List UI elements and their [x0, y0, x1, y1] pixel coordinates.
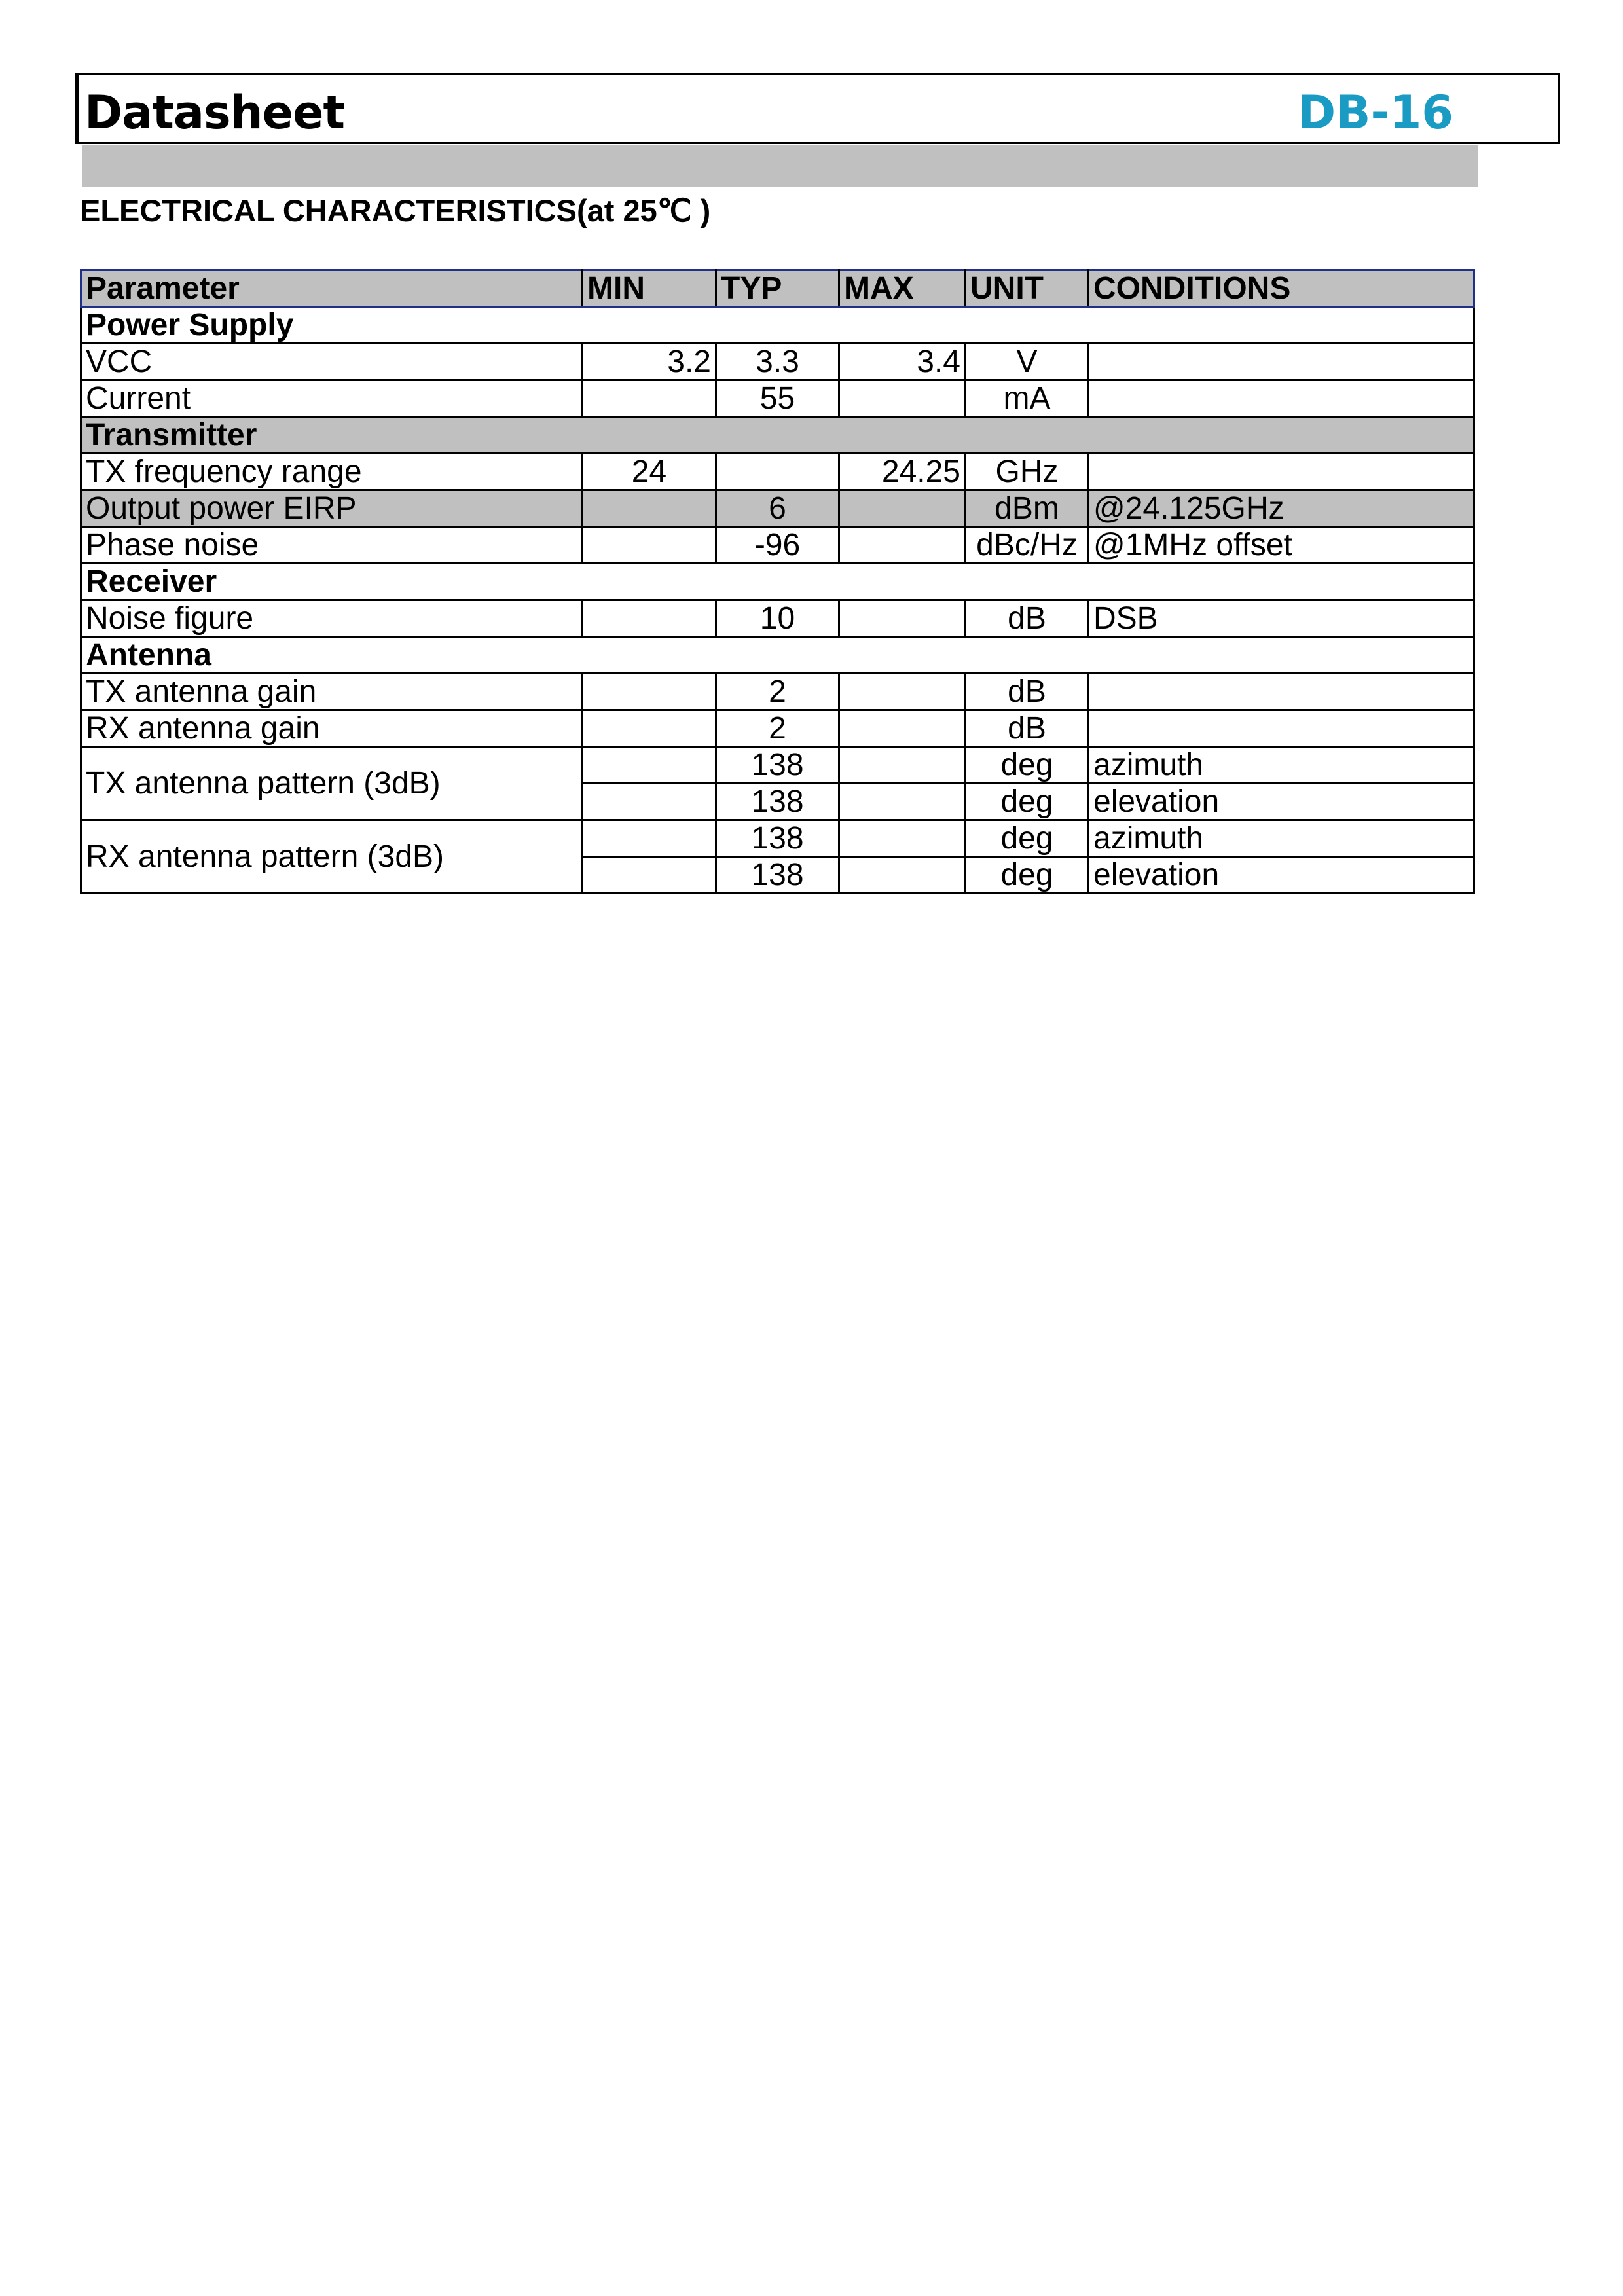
param-cell: Current — [81, 380, 583, 417]
max-cell — [839, 490, 966, 527]
column-header-unit: UNIT — [966, 270, 1089, 307]
column-header-max: MAX — [839, 270, 966, 307]
param-cell: Noise figure — [81, 600, 583, 637]
section-label: Power Supply — [81, 307, 1474, 344]
min-cell — [583, 600, 716, 637]
typ-cell: -96 — [716, 527, 839, 564]
min-cell — [583, 674, 716, 710]
conditions-cell: elevation — [1089, 784, 1474, 820]
unit-cell: GHz — [966, 454, 1089, 490]
min-cell — [583, 820, 716, 857]
section-row-transmitter — [81, 417, 1474, 454]
column-header-conditions: CONDITIONS — [1089, 270, 1474, 307]
param-cell: TX antenna gain — [81, 674, 583, 710]
typ-cell: 3.3 — [716, 344, 839, 380]
table-row — [81, 380, 1474, 417]
min-cell — [583, 857, 716, 894]
typ-cell: 55 — [716, 380, 839, 417]
unit-cell: mA — [966, 380, 1089, 417]
column-header-min: MIN — [583, 270, 716, 307]
table-row — [81, 710, 1474, 747]
document-title: Datasheet — [84, 86, 344, 139]
conditions-cell: elevation — [1089, 857, 1474, 894]
conditions-cell — [1089, 454, 1474, 490]
typ-cell: 2 — [716, 674, 839, 710]
unit-cell: dB — [966, 674, 1089, 710]
min-cell — [583, 527, 716, 564]
section-row-receiver — [81, 564, 1474, 600]
max-cell: 24.25 — [839, 454, 966, 490]
conditions-cell — [1089, 674, 1474, 710]
typ-cell: 138 — [716, 784, 839, 820]
max-cell — [839, 784, 966, 820]
min-cell — [583, 747, 716, 784]
min-cell — [583, 380, 716, 417]
min-cell: 3.2 — [583, 344, 716, 380]
unit-cell: V — [966, 344, 1089, 380]
column-header-typ: TYP — [716, 270, 839, 307]
unit-cell: dBm — [966, 490, 1089, 527]
section-heading: ELECTRICAL CHARACTERISTICS(at 25℃ ) — [80, 193, 711, 228]
table-row — [81, 454, 1474, 490]
unit-cell: deg — [966, 820, 1089, 857]
section-row-power-supply — [81, 307, 1474, 344]
param-cell: TX frequency range — [81, 454, 583, 490]
max-cell — [839, 380, 966, 417]
section-label: Receiver — [81, 564, 1474, 600]
unit-cell: deg — [966, 784, 1089, 820]
max-cell — [839, 747, 966, 784]
typ-cell — [716, 454, 839, 490]
conditions-cell: @1MHz offset — [1089, 527, 1474, 564]
param-cell: Output power EIRP — [81, 490, 583, 527]
unit-cell: dB — [966, 710, 1089, 747]
table-row — [81, 527, 1474, 564]
typ-cell: 138 — [716, 747, 839, 784]
section-row-antenna — [81, 637, 1474, 674]
param-cell: VCC — [81, 344, 583, 380]
header-divider-band — [82, 145, 1478, 187]
typ-cell: 2 — [716, 710, 839, 747]
conditions-cell: DSB — [1089, 600, 1474, 637]
table-row — [81, 674, 1474, 710]
conditions-cell — [1089, 380, 1474, 417]
min-cell — [583, 784, 716, 820]
table-row — [81, 600, 1474, 637]
max-cell: 3.4 — [839, 344, 966, 380]
table-row — [81, 490, 1474, 527]
unit-cell: dBc/Hz — [966, 527, 1089, 564]
param-cell: TX antenna pattern (3dB) — [81, 747, 583, 820]
typ-cell: 10 — [716, 600, 839, 637]
min-cell — [583, 710, 716, 747]
header-box — [75, 73, 1560, 144]
typ-cell: 138 — [716, 857, 839, 894]
conditions-cell: azimuth — [1089, 820, 1474, 857]
max-cell — [839, 600, 966, 637]
table-header-row — [81, 270, 1474, 307]
max-cell — [839, 527, 966, 564]
param-cell: RX antenna pattern (3dB) — [81, 820, 583, 894]
table-row — [81, 820, 1474, 857]
electrical-characteristics-table — [80, 269, 1475, 894]
typ-cell: 138 — [716, 820, 839, 857]
model-number: DB-16 — [1298, 86, 1453, 139]
section-label: Antenna — [81, 637, 1474, 674]
unit-cell: deg — [966, 747, 1089, 784]
conditions-cell — [1089, 344, 1474, 380]
max-cell — [839, 820, 966, 857]
conditions-cell — [1089, 710, 1474, 747]
param-cell: RX antenna gain — [81, 710, 583, 747]
table-row — [81, 747, 1474, 784]
typ-cell: 6 — [716, 490, 839, 527]
column-header-parameter: Parameter — [81, 270, 583, 307]
min-cell: 24 — [583, 454, 716, 490]
min-cell — [583, 490, 716, 527]
unit-cell: dB — [966, 600, 1089, 637]
max-cell — [839, 857, 966, 894]
max-cell — [839, 710, 966, 747]
section-label: Transmitter — [81, 417, 1474, 454]
conditions-cell: @24.125GHz — [1089, 490, 1474, 527]
max-cell — [839, 674, 966, 710]
unit-cell: deg — [966, 857, 1089, 894]
conditions-cell: azimuth — [1089, 747, 1474, 784]
param-cell: Phase noise — [81, 527, 583, 564]
table-row — [81, 344, 1474, 380]
